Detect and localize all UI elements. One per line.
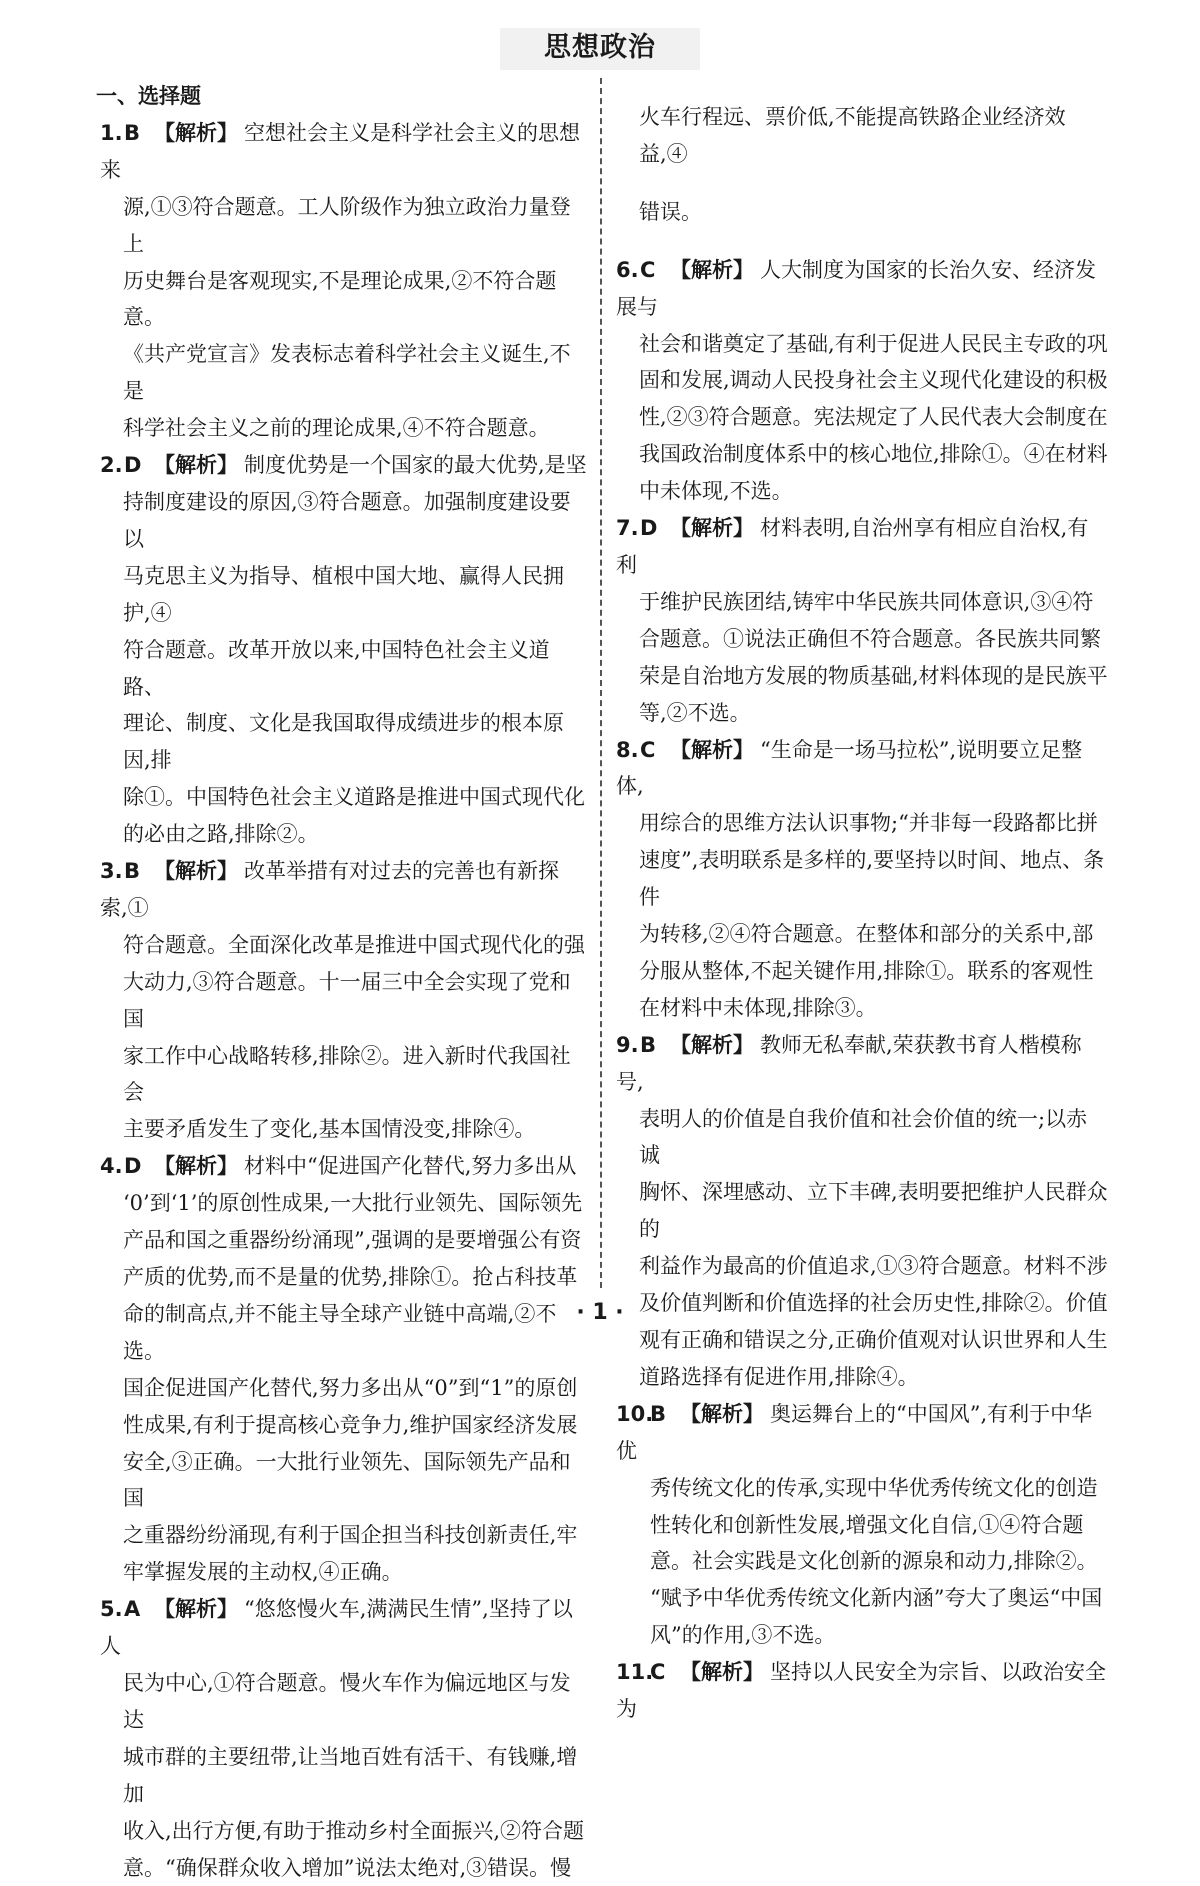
analysis-tag: 【解析】 bbox=[680, 1660, 764, 1684]
answer-line: ‘0’到‘1’的原创性成果,一大批行业领先、国际领先 bbox=[94, 1185, 590, 1222]
answer-text: 改革举措有对过去的完善也有新探索,① bbox=[100, 859, 559, 920]
answer-line: 于维护民族团结,铸牢中华民族共同体意识,③④符 bbox=[610, 584, 1108, 621]
answer-line: 民为中心,①符合题意。慢火车作为偏远地区与发达 bbox=[94, 1665, 590, 1739]
answer-text: 材料表明,自治州享有相应自治权,有利 bbox=[616, 516, 1088, 577]
answer-first-line bbox=[94, 853, 590, 927]
answer-line: 固和发展,调动人民投身社会主义现代化建设的积极 bbox=[610, 362, 1108, 399]
answer-line: 合题意。①说法正确但不符合题意。各民族共同繁 bbox=[610, 621, 1108, 658]
answer-line: 理论、制度、文化是我国取得成绩进步的根本原因,排 bbox=[94, 705, 590, 779]
analysis-tag: 【解析】 bbox=[154, 1154, 238, 1178]
answer-first-line bbox=[610, 1396, 1108, 1470]
answer-line: 历史舞台是客观现实,不是理论成果,②不符合题意。 bbox=[94, 263, 590, 337]
column-divider bbox=[600, 78, 602, 1288]
answer-line: 命的制高点,并不能主导全球产业链中高端,②不选。 bbox=[94, 1296, 590, 1370]
analysis-tag: 【解析】 bbox=[670, 516, 754, 540]
answer-line: 道路选择有促进作用,排除④。 bbox=[610, 1359, 1108, 1396]
analysis-tag: 【解析】 bbox=[670, 258, 754, 282]
answer-line: 火车行程远、票价低,不能提高铁路企业经济效益,④ bbox=[610, 99, 1108, 173]
analysis-tag: 【解析】 bbox=[154, 1597, 238, 1621]
question-number: 10. bbox=[616, 1396, 650, 1433]
answer-item bbox=[610, 1654, 1108, 1728]
answer-line: “赋予中华优秀传统文化新内涵”夸大了奥运“中国 bbox=[610, 1580, 1108, 1617]
question-number: 8. bbox=[616, 732, 640, 769]
answer-item bbox=[610, 1396, 1108, 1654]
answer-line: 胸怀、深埋感动、立下丰碑,表明要把维护人民群众的 bbox=[610, 1174, 1108, 1248]
analysis-tag: 【解析】 bbox=[154, 859, 238, 883]
left-answer-list bbox=[94, 115, 590, 1886]
page-title: 思想政治 bbox=[0, 30, 1200, 66]
analysis-tag: 【解析】 bbox=[680, 1402, 764, 1426]
answer-item bbox=[94, 853, 590, 1148]
answer-line: 安全,③正确。一大批行业领先、国际领先产品和国 bbox=[94, 1444, 590, 1518]
answer-line: 源,①③符合题意。工人阶级作为独立政治力量登上 bbox=[94, 189, 590, 263]
answer-line: 观有正确和错误之分,正确价值观对认识世界和人生 bbox=[610, 1322, 1108, 1359]
answer-first-line bbox=[610, 510, 1108, 584]
answer-text: “生命是一场马拉松”,说明要立足整体, bbox=[616, 738, 1082, 799]
answer-item bbox=[610, 732, 1108, 1027]
answer-line: 荣是自治地方发展的物质基础,材料体现的是民族平 bbox=[610, 658, 1108, 695]
answer-letter: B bbox=[124, 853, 146, 890]
question-number: 5. bbox=[100, 1591, 124, 1628]
answer-first-line bbox=[94, 1591, 590, 1665]
answer-line: 符合题意。改革开放以来,中国特色社会主义道路、 bbox=[94, 632, 590, 706]
answer-line: 分服从整体,不起关键作用,排除①。联系的客观性 bbox=[610, 953, 1108, 990]
answer-line: 意。“确保群众收入增加”说法太绝对,③错误。慢 bbox=[94, 1850, 590, 1886]
answer-first-line bbox=[94, 1148, 590, 1185]
analysis-tag: 【解析】 bbox=[670, 1033, 754, 1057]
answer-item bbox=[610, 1027, 1108, 1396]
answer-first-line bbox=[610, 1027, 1108, 1101]
answer-line: 符合题意。全面深化改革是推进中国式现代化的强 bbox=[94, 927, 590, 964]
answer-line: 我国政治制度体系中的核心地位,排除①。④在材料 bbox=[610, 436, 1108, 473]
answer-line: 社会和谐奠定了基础,有利于促进人民民主专政的巩 bbox=[610, 326, 1108, 363]
question-number: 3. bbox=[100, 853, 124, 890]
answer-letter: B bbox=[640, 1027, 662, 1064]
answer-line: 及价值判断和价值选择的社会历史性,排除②。价值 bbox=[610, 1285, 1108, 1322]
answer-line: 速度”,表明联系是多样的,要坚持以时间、地点、条件 bbox=[610, 842, 1108, 916]
answer-line: 错误。 bbox=[610, 194, 1108, 231]
answer-item bbox=[610, 252, 1108, 510]
answer-text: 教师无私奉献,荣获教书育人楷模称号, bbox=[616, 1033, 1082, 1094]
answer-text: 制度优势是一个国家的最大优势,是坚 bbox=[244, 453, 587, 477]
answer-line: 在材料中未体现,排除③。 bbox=[610, 990, 1108, 1027]
answer-item bbox=[610, 510, 1108, 731]
answer-line: 大动力,③符合题意。十一届三中全会实现了党和国 bbox=[94, 964, 590, 1038]
answer-first-line bbox=[94, 115, 590, 189]
answer-text: 空想社会主义是科学社会主义的思想来 bbox=[100, 121, 580, 182]
answer-text: 人大制度为国家的长治久安、经济发展与 bbox=[616, 258, 1096, 319]
answer-line: 收入,出行方便,有助于推动乡村全面振兴,②符合题 bbox=[94, 1813, 590, 1850]
answer-line: 持制度建设的原因,③符合题意。加强制度建设要以 bbox=[94, 484, 590, 558]
question-number: 1. bbox=[100, 115, 124, 152]
answer-line: 性,②③符合题意。宪法规定了人民代表大会制度在 bbox=[610, 399, 1108, 436]
continued-answer bbox=[610, 99, 1108, 231]
answer-item bbox=[94, 115, 590, 447]
answer-text: 坚持以人民安全为宗旨、以政治安全为 bbox=[616, 1660, 1106, 1721]
answer-line: 秀传统文化的传承,实现中华优秀传统文化的创造 bbox=[610, 1470, 1108, 1507]
answer-line: 科学社会主义之前的理论成果,④不符合题意。 bbox=[94, 410, 590, 447]
answer-line: 性转化和创新性发展,增强文化自信,①④符合题 bbox=[610, 1507, 1108, 1544]
analysis-tag: 【解析】 bbox=[670, 738, 754, 762]
answer-item bbox=[94, 447, 590, 853]
answer-line: 利益作为最高的价值追求,①③符合题意。材料不涉 bbox=[610, 1248, 1108, 1285]
answer-line: 产品和国之重器纷纷涌现”,强调的是要增强公有资 bbox=[94, 1222, 590, 1259]
question-number: 6. bbox=[616, 252, 640, 289]
answer-letter: A bbox=[124, 1591, 146, 1628]
answer-line: 等,②不选。 bbox=[610, 695, 1108, 732]
answer-line: 之重器纷纷涌现,有利于国企担当科技创新责任,牢 bbox=[94, 1517, 590, 1554]
analysis-tag: 【解析】 bbox=[154, 453, 238, 477]
question-number: 2. bbox=[100, 447, 124, 484]
answer-letter: C bbox=[650, 1654, 672, 1691]
question-number: 4. bbox=[100, 1148, 124, 1185]
question-number: 11. bbox=[616, 1654, 650, 1691]
answer-item bbox=[94, 1148, 590, 1591]
answer-letter: B bbox=[650, 1396, 672, 1433]
answer-line: 家工作中心战略转移,排除②。进入新时代我国社会 bbox=[94, 1038, 590, 1112]
answer-letter: D bbox=[124, 1148, 146, 1185]
answer-letter: D bbox=[640, 510, 662, 547]
answer-line: 的必由之路,排除②。 bbox=[94, 816, 590, 853]
answer-line: 用综合的思维方法认识事物;“并非每一段路都比拼 bbox=[610, 805, 1108, 842]
right-column bbox=[610, 78, 1108, 1728]
question-number: 7. bbox=[616, 510, 640, 547]
answer-letter: C bbox=[640, 732, 662, 769]
answer-line: 马克思主义为指导、植根中国大地、赢得人民拥护,④ bbox=[94, 558, 590, 632]
answer-first-line bbox=[610, 252, 1108, 326]
left-column bbox=[94, 78, 590, 1886]
answer-text: “悠悠慢火车,满满民生情”,坚持了以人 bbox=[100, 1597, 573, 1658]
page-number: · 1 · bbox=[0, 1300, 1200, 1325]
answer-line: 国企促进国产化替代,努力多出从“0”到“1”的原创 bbox=[94, 1370, 590, 1407]
answer-line: 意。社会实践是文化创新的源泉和动力,排除②。 bbox=[610, 1543, 1108, 1580]
right-answer-list bbox=[610, 252, 1108, 1728]
answer-line: 为转移,②④符合题意。在整体和部分的关系中,部 bbox=[610, 916, 1108, 953]
answer-line: 城市群的主要纽带,让当地百姓有活干、有钱赚,增加 bbox=[94, 1739, 590, 1813]
answer-line: 中未体现,不选。 bbox=[610, 473, 1108, 510]
answer-line: 主要矛盾发生了变化,基本国情没变,排除④。 bbox=[94, 1111, 590, 1148]
answer-line: 性成果,有利于提高核心竞争力,维护国家经济发展 bbox=[94, 1407, 590, 1444]
answer-letter: D bbox=[124, 447, 146, 484]
answer-line: 表明人的价值是自我价值和社会价值的统一;以赤诚 bbox=[610, 1101, 1108, 1175]
question-number: 9. bbox=[616, 1027, 640, 1064]
answer-line: 产质的优势,而不是量的优势,排除①。抢占科技革 bbox=[94, 1259, 590, 1296]
analysis-tag: 【解析】 bbox=[154, 121, 238, 145]
section-heading: 一、选择题 bbox=[94, 78, 590, 115]
answer-letter: B bbox=[124, 115, 146, 152]
answer-text: 奥运舞台上的“中国风”,有利于中华优 bbox=[616, 1402, 1092, 1463]
answer-line: 除①。中国特色社会主义道路是推进中国式现代化 bbox=[94, 779, 590, 816]
answer-first-line bbox=[610, 732, 1108, 806]
answer-first-line bbox=[610, 1654, 1108, 1728]
answer-item bbox=[94, 1591, 590, 1886]
answer-line: 风”的作用,③不选。 bbox=[610, 1617, 1108, 1654]
answer-letter: C bbox=[640, 252, 662, 289]
answer-first-line bbox=[94, 447, 590, 484]
answer-text: 材料中“促进国产化替代,努力多出从 bbox=[244, 1154, 576, 1178]
answer-line: 《共产党宣言》发表标志着科学社会主义诞生,不是 bbox=[94, 336, 590, 410]
answer-line: 牢掌握发展的主动权,④正确。 bbox=[94, 1554, 590, 1591]
